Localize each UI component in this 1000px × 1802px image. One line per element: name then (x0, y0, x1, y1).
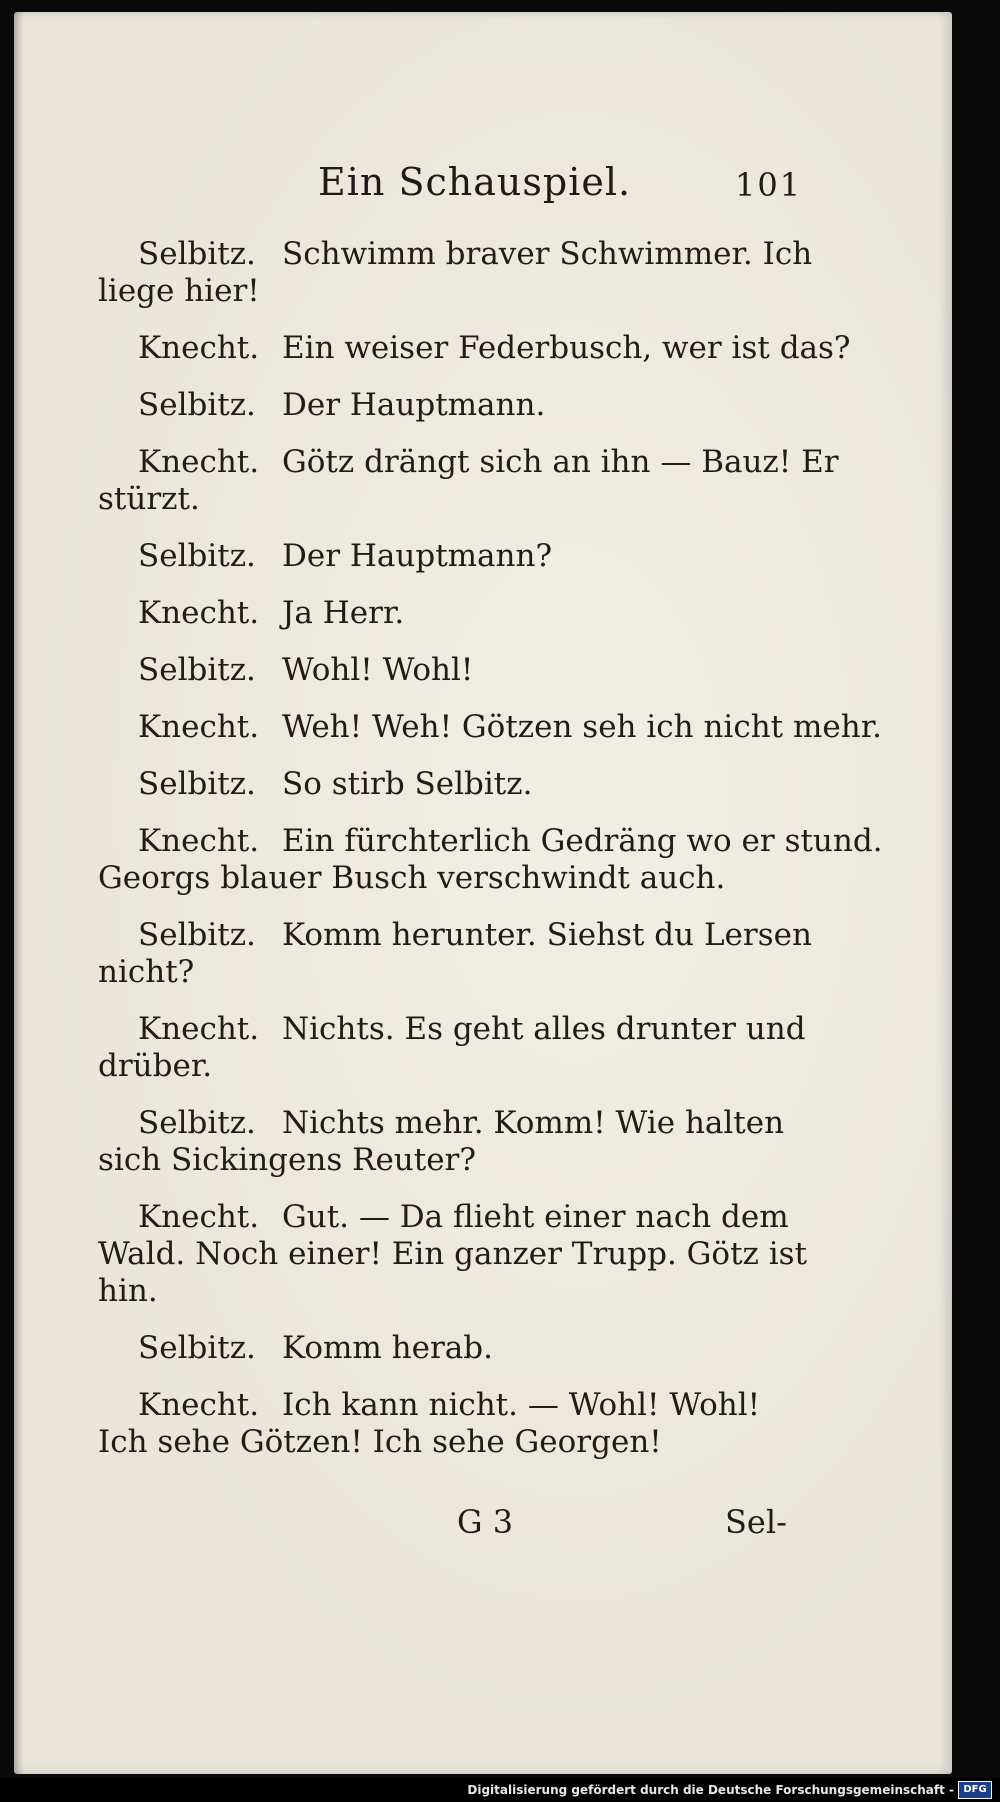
dialogue-text (98, 236, 883, 1461)
speaker-label: Knecht. (138, 709, 260, 745)
catchword: Sel- (725, 1503, 787, 1541)
speech-text: Weh! Weh! Götzen seh ich nicht mehr. (282, 709, 882, 745)
speech-text: Der Hauptmann? (282, 538, 553, 574)
dialogue-line (98, 1199, 798, 1236)
dialogue-line (98, 330, 851, 367)
signature-mark: G 3 (457, 1503, 514, 1541)
dialogue-line (98, 1105, 798, 1142)
speaker-label: Selbitz. (138, 652, 256, 688)
dialogue-line (98, 1387, 798, 1424)
speech-text: Ein weiser Federbusch, wer ist das? (282, 330, 851, 366)
speaker-label: Knecht. (138, 1387, 260, 1423)
speech-text: Ein fürchterlich Gedräng wo er stund. (282, 823, 883, 859)
dialogue-continuation: drüber. (98, 1048, 213, 1084)
speech-text: Der Hauptmann. (282, 387, 546, 423)
dialogue-continuation: Georgs blauer Busch verschwindt auch. (98, 860, 726, 896)
speaker-label: Selbitz. (138, 236, 256, 272)
speech-text: Komm herunter. Siehst du Lersen (282, 917, 812, 953)
speech-text: Komm herab. (282, 1330, 493, 1366)
dialogue-line (98, 766, 798, 803)
credit-text: Digitalisierung gefördert durch die Deutsche Forschungsgemeinschaft - (467, 1783, 954, 1797)
speaker-label: Selbitz. (138, 538, 256, 574)
dialogue-line (98, 1011, 806, 1048)
speaker-label: Knecht. (138, 444, 260, 480)
speaker-label: Knecht. (138, 1011, 260, 1047)
speech-text: Schwimm braver Schwimmer. Ich (282, 236, 813, 272)
speech-text: Gut. — Da flieht einer nach dem (282, 1199, 789, 1235)
dialogue-continuation: sich Sickingens Reuter? (98, 1142, 476, 1178)
dialogue-line (98, 444, 839, 481)
speaker-label: Selbitz. (138, 1330, 256, 1366)
speaker-label: Knecht. (138, 330, 260, 366)
speaker-label: Selbitz. (138, 917, 256, 953)
dialogue-line (98, 236, 813, 273)
dialogue-continuation: Wald. Noch einer! Ein ganzer Trupp. Götz ist (98, 1236, 808, 1272)
speech-text: Ja Herr. (282, 595, 405, 631)
speech-text: Wohl! Wohl! (282, 652, 474, 688)
dialogue-line (98, 823, 883, 860)
speech-text: Ich kann nicht. — Wohl! Wohl! (282, 1387, 761, 1423)
speaker-label: Selbitz. (138, 766, 256, 802)
dialogue-continuation: hin. (98, 1273, 158, 1309)
speaker-label: Selbitz. (138, 1105, 256, 1141)
dialogue-continuation: stürzt. (98, 481, 200, 517)
dialogue-line (98, 652, 798, 689)
page-spine-shadow (14, 12, 24, 1774)
dialogue-continuation: nicht? (98, 954, 195, 990)
speech-text: So stirb Selbitz. (282, 766, 533, 802)
dialogue-line (98, 387, 798, 424)
speech-text: Götz drängt sich an ihn — Bauz! Er (282, 444, 839, 480)
dialogue-line (98, 595, 798, 632)
dfg-logo-badge: DFG (958, 1781, 992, 1799)
speech-text: Nichts mehr. Komm! Wie halten (282, 1105, 785, 1141)
speaker-label: Knecht. (138, 595, 260, 631)
page-number: 101 (735, 166, 803, 204)
dialogue-continuation: liege hier! (98, 273, 260, 309)
speaker-label: Knecht. (138, 1199, 260, 1235)
dialogue-line (98, 917, 812, 954)
speaker-label: Selbitz. (138, 387, 256, 423)
dialogue-line (98, 1330, 798, 1367)
dialogue-line (98, 538, 798, 575)
speaker-label: Knecht. (138, 823, 260, 859)
running-head: Ein Schauspiel. (318, 160, 632, 204)
dialogue-continuation: Ich sehe Götzen! Ich sehe Georgen! (98, 1424, 662, 1460)
speech-text: Nichts. Es geht alles drunter und (282, 1011, 806, 1047)
dialogue-line (98, 709, 882, 746)
